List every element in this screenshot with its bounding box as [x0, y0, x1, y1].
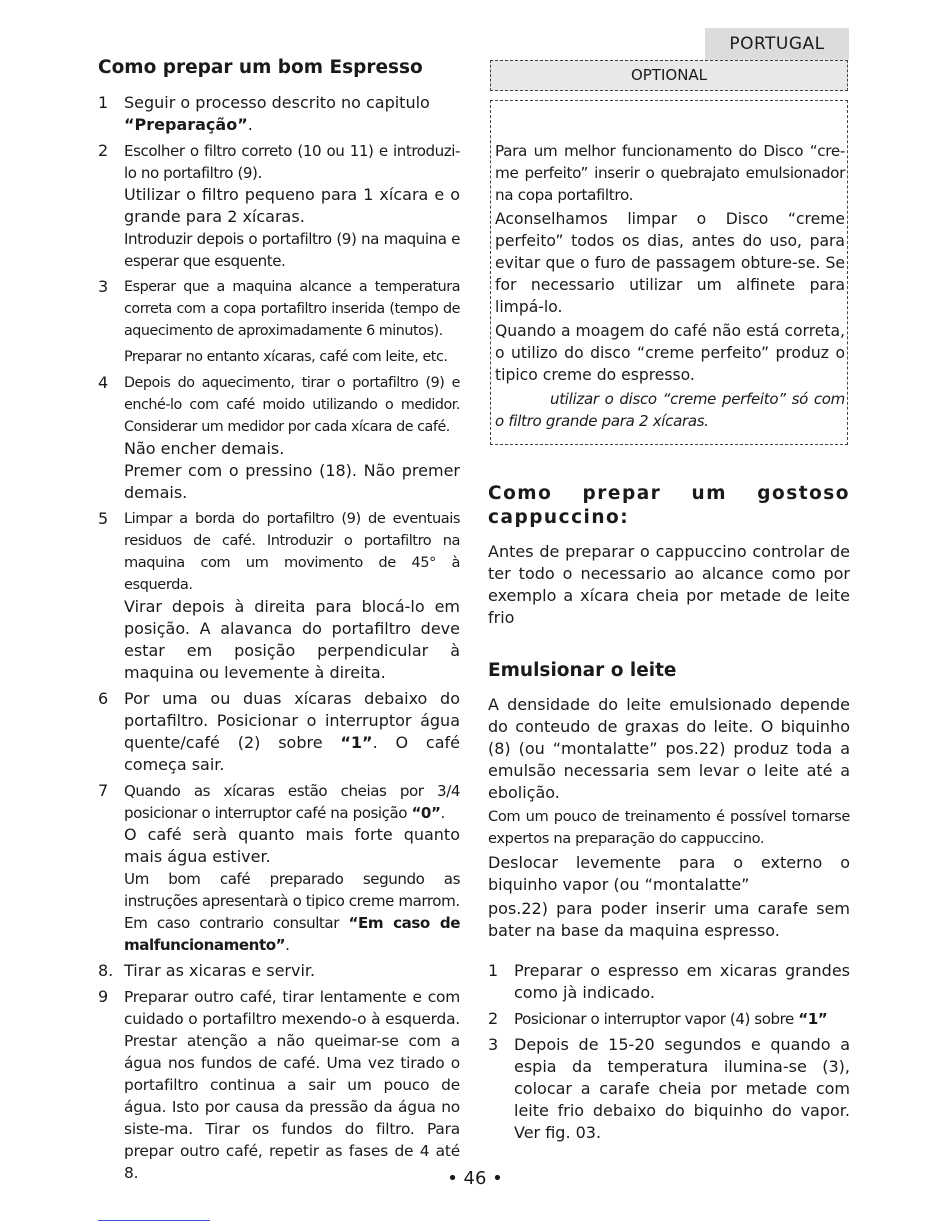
optional-label: OPTIONAL	[490, 60, 848, 91]
list-item: 1 Preparar o espresso em xicaras grandes como jà indicado.	[488, 961, 850, 1002]
footer-divider	[98, 1220, 210, 1221]
list-item: 6 Por uma ou duas xícaras debaixo do portafiltro. Posicionar o interruptor água quente/café (2) sobre “1”. O café começa sair.	[98, 689, 461, 774]
list-item: 9 Preparar outro café, tirar lentamente e com cuidado o portafiltro mexendo-o à esquerda. Prestar atenção a não queimar-se com a água nos fundos de café. Uma vez tirado o portafiltro continua a sair um pouco de água. Isto por causa da pressão da água no siste-ma. Tirar os fundos do filtro. Para prepar outro café, repetir as fases de 4 até 8.	[98, 987, 460, 1182]
list-item: 5 Limpar a borda do portafiltro (9) de eventuais residuos de café. Introduzir o portafiltro na maquina com um movimento de 45° à esquerda. Virar depois à direita para blocá-lo em posição. A alavanca do portafiltro deve estar em posição perpendicular à maquina ou levemente à direita.	[98, 509, 460, 682]
list-item: 3 Depois de 15-20 segundos e quando a espia da temperatura ilumina-se (3), colocar a carafe cheia por metade com leite frio debaixo do biquinho do vapor. Ver fig. 03.	[488, 1035, 850, 1142]
espresso-heading: Como prepar um bom Espresso	[98, 57, 423, 78]
espresso-steps	[98, 92, 460, 1188]
list-item: 2 Posicionar o interruptor vapor (4) sobre “1”	[488, 1009, 828, 1028]
list-item: 7 Quando as xícaras estão cheias por 3/4 posicionar o interruptor café na posição “0”. O café serà quanto mais forte quanto mais água estiver. Um bom café preparado segundo as instruções apresentarà o tipico creme marrom. Em caso contrario consultar “Em caso de malfuncionamento”.	[98, 781, 460, 954]
cappuccino-steps	[488, 960, 850, 1148]
cappuccino-heading: Como prepar um gostoso cappuccino:	[488, 483, 850, 528]
page-number: • 46 •	[447, 1168, 503, 1189]
emulsion-heading: Emulsionar o leite	[488, 660, 677, 681]
cappuccino-text: Antes de preparar o cappuccino controlar de ter todo o necessario ao alcance como por exemplo a xícara cheia por metade de leite frio	[488, 542, 850, 627]
language-tab: PORTUGAL	[705, 28, 849, 60]
list-item: 8. Tirar as xicaras e servir.	[98, 961, 316, 980]
list-item: 4 Depois do aquecimento, tirar o portafiltro (9) e enché-lo com café moido utilizando o medidor. Considerar um medidor por cada xícara de café. Não encher demais. Premer com o pressino (18). Não premer demais.	[98, 373, 460, 502]
optional-box-content: Para um melhor funcionamento do Disco “cre-me perfeito” inserir o quebrajato emulsionador na copa portafiltro. Aconselhamos limpar o Disco “creme perfeito” todos os dias, antes do uso, para evitar que o furo de passagem obture-se. Se for necessario utilizar um alfinete para limpá-lo. Quando a moagem do café não está correta, o utilizo do disco “creme perfeito” produz o tipico creme do espresso. utilizar o disco “creme perfeito” só com o filtro grande para 2 xícaras.	[495, 142, 845, 430]
emulsion-text: A densidade do leite emulsionado depende do conteudo de graxas do leite. O biquinho (8) (ou “montalatte” pos.22) produz toda a emulsão necessaria sem levar o leite até a ebolição. Com um pouco de treinamento é possível tornarse expertos na preparação do cappuccino. Deslocar levemente para o externo o biquinho vapor (ou “montalatte” pos.22) para poder inserir uma carafe sem bater na base da maquina espresso.	[488, 695, 850, 940]
list-item: 3 Esperar que a maquina alcance a temperatura correta com a copa portafiltro inserida (tempo de aquecimento de aproximadamente 6 minutos). Preparar no entanto xícaras, café com leite, etc.	[98, 277, 460, 365]
list-item: 2 Escolher o filtro correto (10 ou 11) e introduzi-lo no portafiltro (9). Utilizar o filtro pequeno para 1 xícara e o grande para 2 xícaras. Introduzir depois o portafiltro (9) na maquina e esperar que esquente.	[98, 141, 460, 270]
list-item: 1 Seguir o processo descrito no capitulo “Preparação”.	[98, 93, 430, 134]
